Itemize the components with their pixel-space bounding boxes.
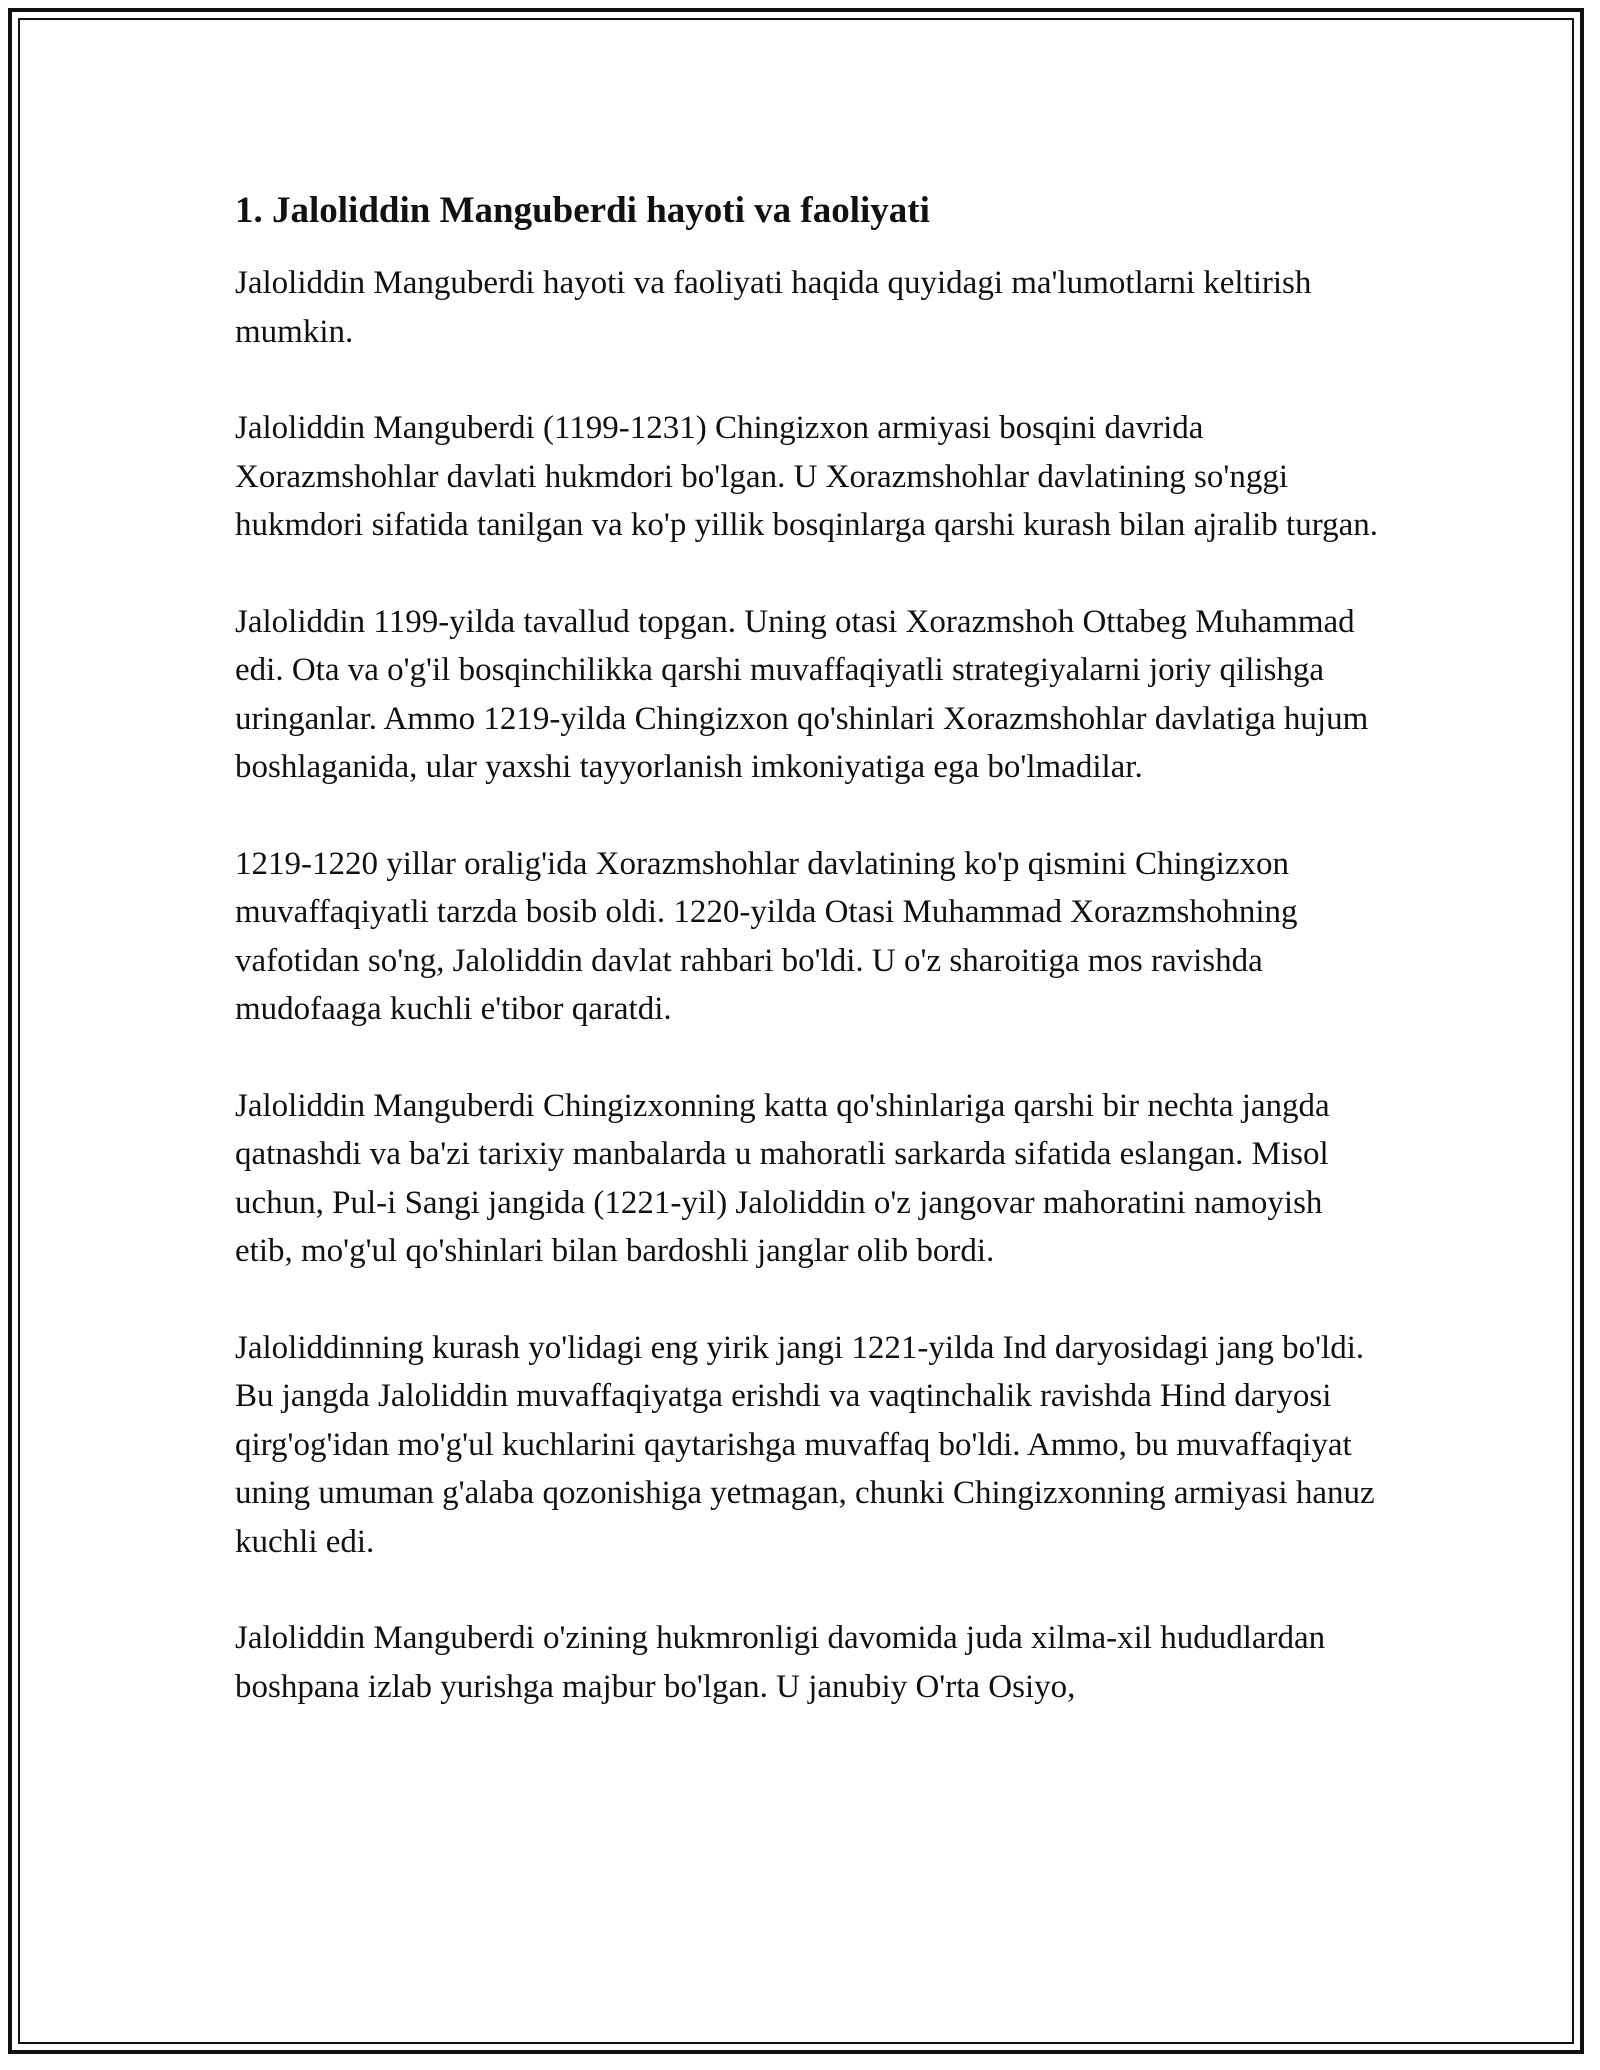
paragraph-succession: 1219-1220 yillar oralig'ida Xorazmshohlar davlatining ko'p qismini Chingizxon muvaffaqiyatli tarzda bosib oldi. 1220-yilda Otasi Muhammad Xorazmshohning vafotidan so'ng, Jaloliddin davlat rahbari bo'ldi. U o'z sharoitiga mos ravishda mudofaaga kuchli e'tibor qaratdi. xyxy=(235,845,1298,1027)
paragraph-exile: Jaloliddin Manguberdi o'zining hukmronligi davomida juda xilma-xil hududlardan boshpana izlab yurishga majbur bo'lgan. U janubiy O'rta Osiyo, xyxy=(235,1620,1326,1705)
paragraph-intro: Jaloliddin Manguberdi hayoti va faoliyati haqida quyidagi ma'lumotlarni keltirish mumkin. xyxy=(235,265,1312,350)
document-body xyxy=(235,187,1385,1759)
document-title: 1. Jaloliddin Manguberdi hayoti va faoliyati xyxy=(235,190,930,231)
paragraph-indus-battle: Jaloliddinning kurash yo'lidagi eng yirik jangi 1221-yilda Ind daryosidagi jang bo'ldi. Bu jangda Jaloliddin muvaffaqiyatga erishdi va vaqtinchalik ravishda Hind daryosi qirg'og'idan mo'g'ul kuchlarini qaytarishga muvaffaq bo'ldi. Ammo, bu muvaffaqiyat uning umuman g'alaba qozonishiga yetmagan, chunki Chingizxonning armiyasi hanuz kuchli edi. xyxy=(235,1329,1375,1560)
paragraph-overview: Jaloliddin Manguberdi (1199-1231) Chingizxon armiyasi bosqini davrida Xorazmshohlar davlati hukmdori bo'lgan. U Xorazmshohlar davlatining so'nggi hukmdori sifatida tanilgan va ko'p yillik bosqinlarga qarshi kurash bilan ajralib turgan. xyxy=(235,410,1378,543)
paragraph-battles: Jaloliddin Manguberdi Chingizxonning katta qo'shinlariga qarshi bir nechta jangda qatnashdi va ba'zi tarixiy manbalarda u mahoratli sarkarda sifatida eslangan. Misol uchun, Pul-i Sangi jangida (1221-yil) Jaloliddin o'z jangovar mahoratini namoyish etib, mo'g'ul qo'shinlari bilan bardoshli janglar olib bordi. xyxy=(235,1087,1330,1269)
paragraph-birth: Jaloliddin 1199-yilda tavallud topgan. Uning otasi Xorazmshoh Ottabeg Muhammad edi. Ota va o'g'il bosqinchilikka qarshi muvaffaqiyatli strategiyalarni joriy qilishga uringanlar. Ammo 1219-yilda Chingizxon qo'shinlari Xorazmshohlar davlatiga hujum boshlaganida, ular yaxshi tayyorlanish imkoniyatiga ega bo'lmadilar. xyxy=(235,603,1369,785)
